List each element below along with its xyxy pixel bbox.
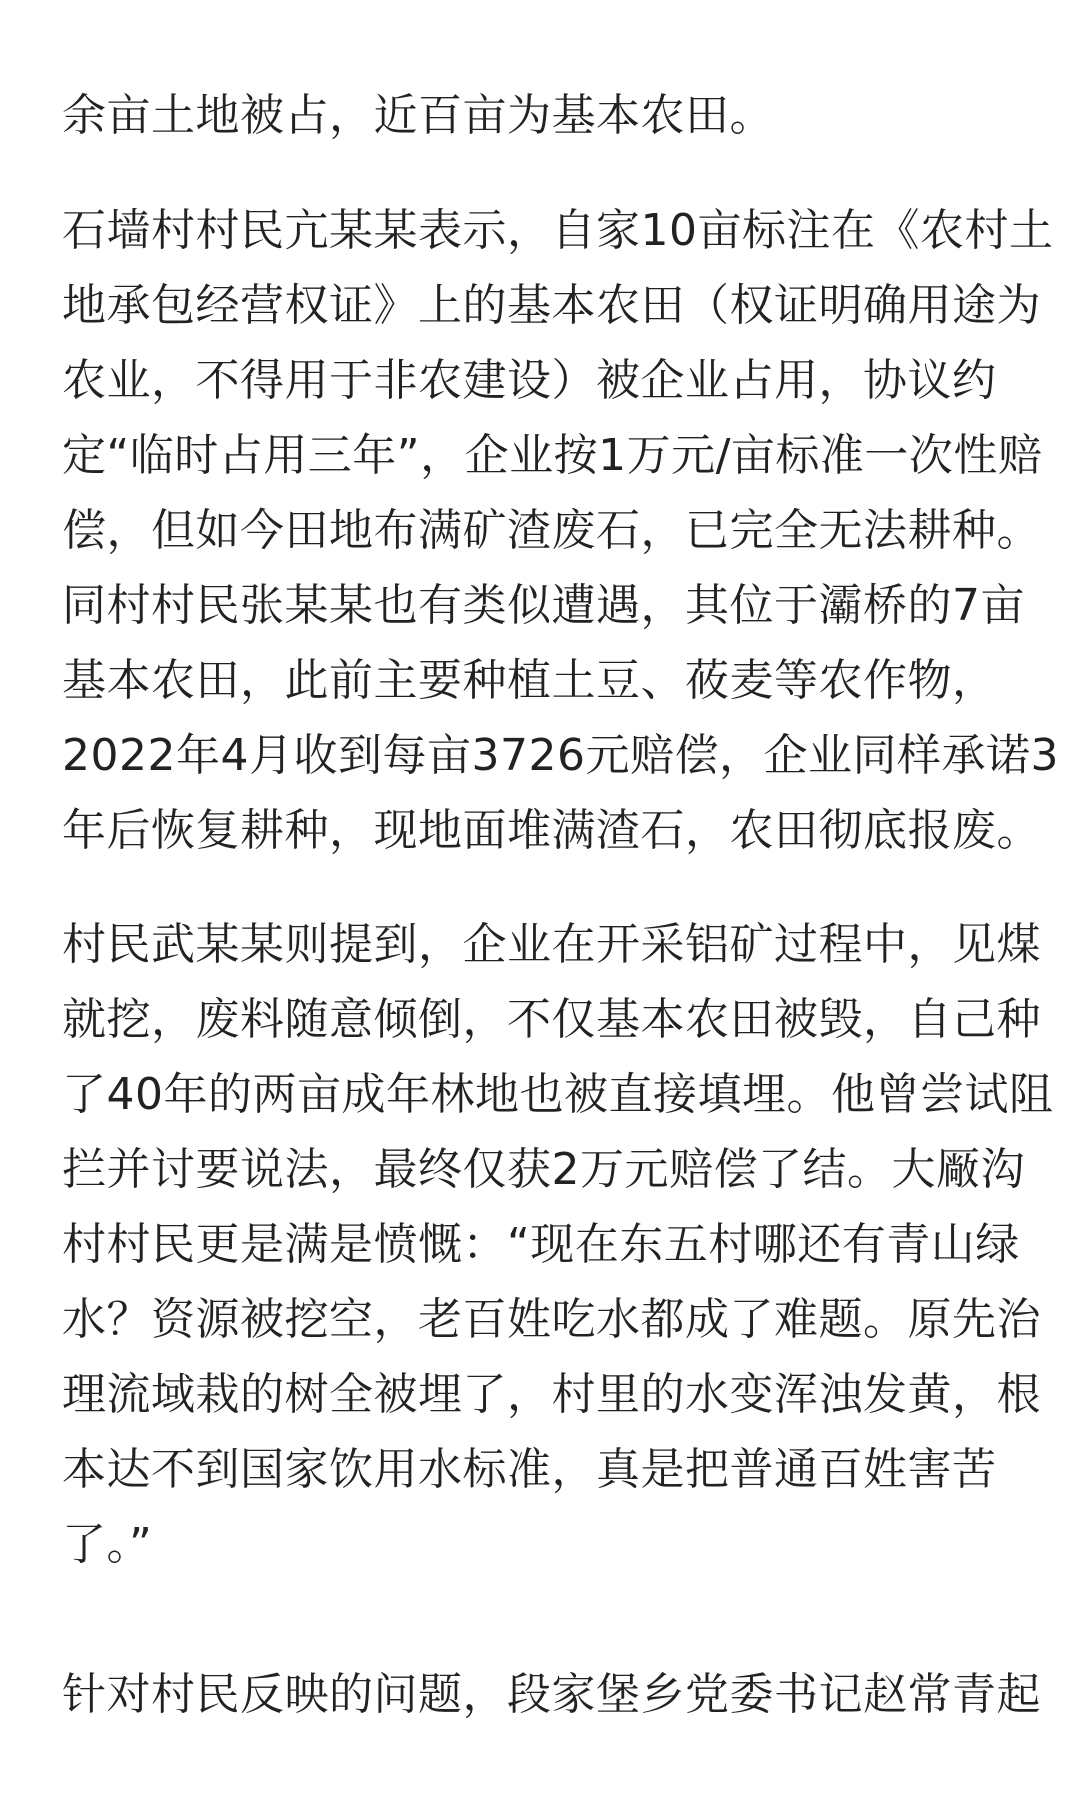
paragraph-1 [0,78,836,153]
paragraph-2 [0,193,1080,868]
text-line: 水？资源被挖空，老百姓吃水都成了难题。原先治 [62,1294,1041,1345]
text-line: 余亩土地被占，近百亩为基本农田。 [62,90,774,141]
text-line: 同村村民张某某也有类似遭遇，其位于灞桥的7亩 [62,580,1025,631]
text-line: 本达不到国家饮用水标准，真是把普通百姓害苦 [62,1444,997,1495]
text-line: 年后恢复耕种，现地面堆满渣石，农田彻底报废。 [62,805,1041,856]
text-line: 2022年4月收到每亩3726元赔偿，企业同样承诺3 [62,730,1059,781]
paragraph-4 [0,1657,1080,1732]
text-line: 定“临时占用三年”，企业按1万元/亩标准一次性赔 [62,430,1043,481]
text-line: 了。” [62,1519,153,1570]
text-line: 村民武某某则提到，企业在开采铝矿过程中，见煤 [62,919,1041,970]
text-line: 石墙村村民亢某某表示，自家10亩标注在《农村土 [62,205,1054,256]
text-line: 地承包经营权证》上的基本农田（权证明确用途为 [62,280,1041,331]
text-line: 理流域栽的树全被埋了，村里的水变浑浊发黄，根 [62,1369,1041,1420]
text-line: 了40年的两亩成年林地也被直接填埋。他曾尝试阻 [62,1069,1054,1120]
text-line: 拦并讨要说法，最终仅获2万元赔偿了结。大厰沟 [62,1144,1025,1195]
text-line: 针对村民反映的问题，段家堡乡党委书记赵常青起 [62,1669,1041,1720]
text-line: 偿，但如今田地布满矿渣废石，已完全无法耕种。 [62,505,1041,556]
paragraph-3 [0,907,1080,1582]
text-line: 村村民更是满是愤慨：“现在东五村哪还有青山绿 [62,1219,1020,1270]
text-line: 基本农田，此前主要种植土豆、莜麦等农作物， [62,655,997,706]
text-line: 农业，不得用于非农建设）被企业占用，协议约 [62,355,997,406]
text-line: 就挖，废料随意倾倒，不仅基本农田被毁，自己种 [62,994,1041,1045]
